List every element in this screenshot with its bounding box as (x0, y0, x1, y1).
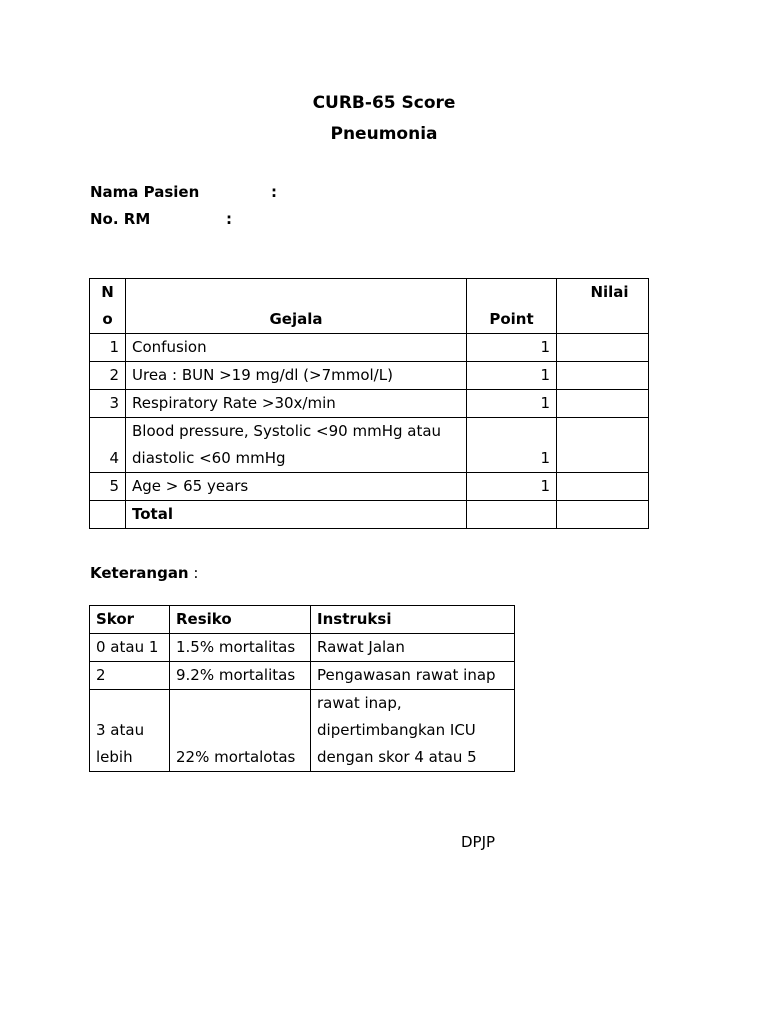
patient-rm-colon: : (226, 210, 232, 228)
row-nilai[interactable] (557, 418, 649, 473)
header-gejala: Gejala (126, 279, 467, 334)
table-total-row (90, 501, 649, 529)
row-resiko: 1.5% mortalitas (170, 634, 311, 662)
row-instruksi: Pengawasan rawat inap (311, 662, 515, 690)
row-nilai[interactable] (557, 334, 649, 362)
row-no: 1 (90, 334, 126, 362)
row-gejala: Respiratory Rate >30x/min (126, 390, 467, 418)
row-point: 1 (467, 334, 557, 362)
patient-rm-field (90, 210, 232, 228)
header-instruksi: Instruksi (311, 606, 515, 634)
row-instruksi: Rawat Jalan (311, 634, 515, 662)
curb65-score-table (89, 278, 649, 529)
row-instruksi: rawat inap, dipertimbangkan ICU dengan skor 4 atau 5 (311, 690, 515, 772)
row-point: 1 (467, 473, 557, 501)
row-nilai[interactable] (557, 473, 649, 501)
row-skor: 0 atau 1 (90, 634, 170, 662)
row-no: 4 (90, 418, 126, 473)
row-skor: 3 atau lebih (90, 690, 170, 772)
patient-name-field (90, 183, 277, 201)
row-nilai[interactable] (557, 390, 649, 418)
row-gejala: Confusion (126, 334, 467, 362)
row-skor: 2 (90, 662, 170, 690)
total-point (467, 501, 557, 529)
row-gejala: Blood pressure, Systolic <90 mmHg atau diastolic <60 mmHg (126, 418, 467, 473)
header-no: N o (90, 279, 126, 334)
patient-rm-label: No. RM (90, 210, 151, 228)
row-point: 1 (467, 362, 557, 390)
row-nilai[interactable] (557, 362, 649, 390)
table-row (90, 690, 515, 772)
table-row (90, 334, 649, 362)
row-resiko: 22% mortalotas (170, 690, 311, 772)
header-nilai: Nilai (557, 279, 649, 334)
document-subtitle: Pneumonia (330, 124, 438, 144)
patient-name-label: Nama Pasien (90, 183, 200, 201)
row-no: 3 (90, 390, 126, 418)
row-no: 2 (90, 362, 126, 390)
table-row (90, 418, 649, 473)
table-row (90, 662, 515, 690)
table-header-row (90, 279, 649, 334)
header-point: Point (467, 279, 557, 334)
row-point: 1 (467, 418, 557, 473)
row-resiko: 9.2% mortalitas (170, 662, 311, 690)
patient-name-colon: : (271, 183, 277, 201)
keterangan-table (89, 605, 515, 772)
total-nilai[interactable] (557, 501, 649, 529)
table-row (90, 473, 649, 501)
table-row (90, 362, 649, 390)
row-no: 5 (90, 473, 126, 501)
row-point: 1 (467, 390, 557, 418)
row-gejala: Age > 65 years (126, 473, 467, 501)
header-skor: Skor (90, 606, 170, 634)
row-gejala: Urea : BUN >19 mg/dl (>7mmol/L) (126, 362, 467, 390)
table-row (90, 390, 649, 418)
total-label: Total (126, 501, 467, 529)
table-row (90, 634, 515, 662)
signature-label: DPJP (461, 833, 496, 851)
document-title: CURB-65 Score (312, 93, 456, 113)
keterangan-header-row (90, 606, 515, 634)
header-resiko: Resiko (170, 606, 311, 634)
keterangan-heading: Keterangan : (90, 564, 199, 582)
